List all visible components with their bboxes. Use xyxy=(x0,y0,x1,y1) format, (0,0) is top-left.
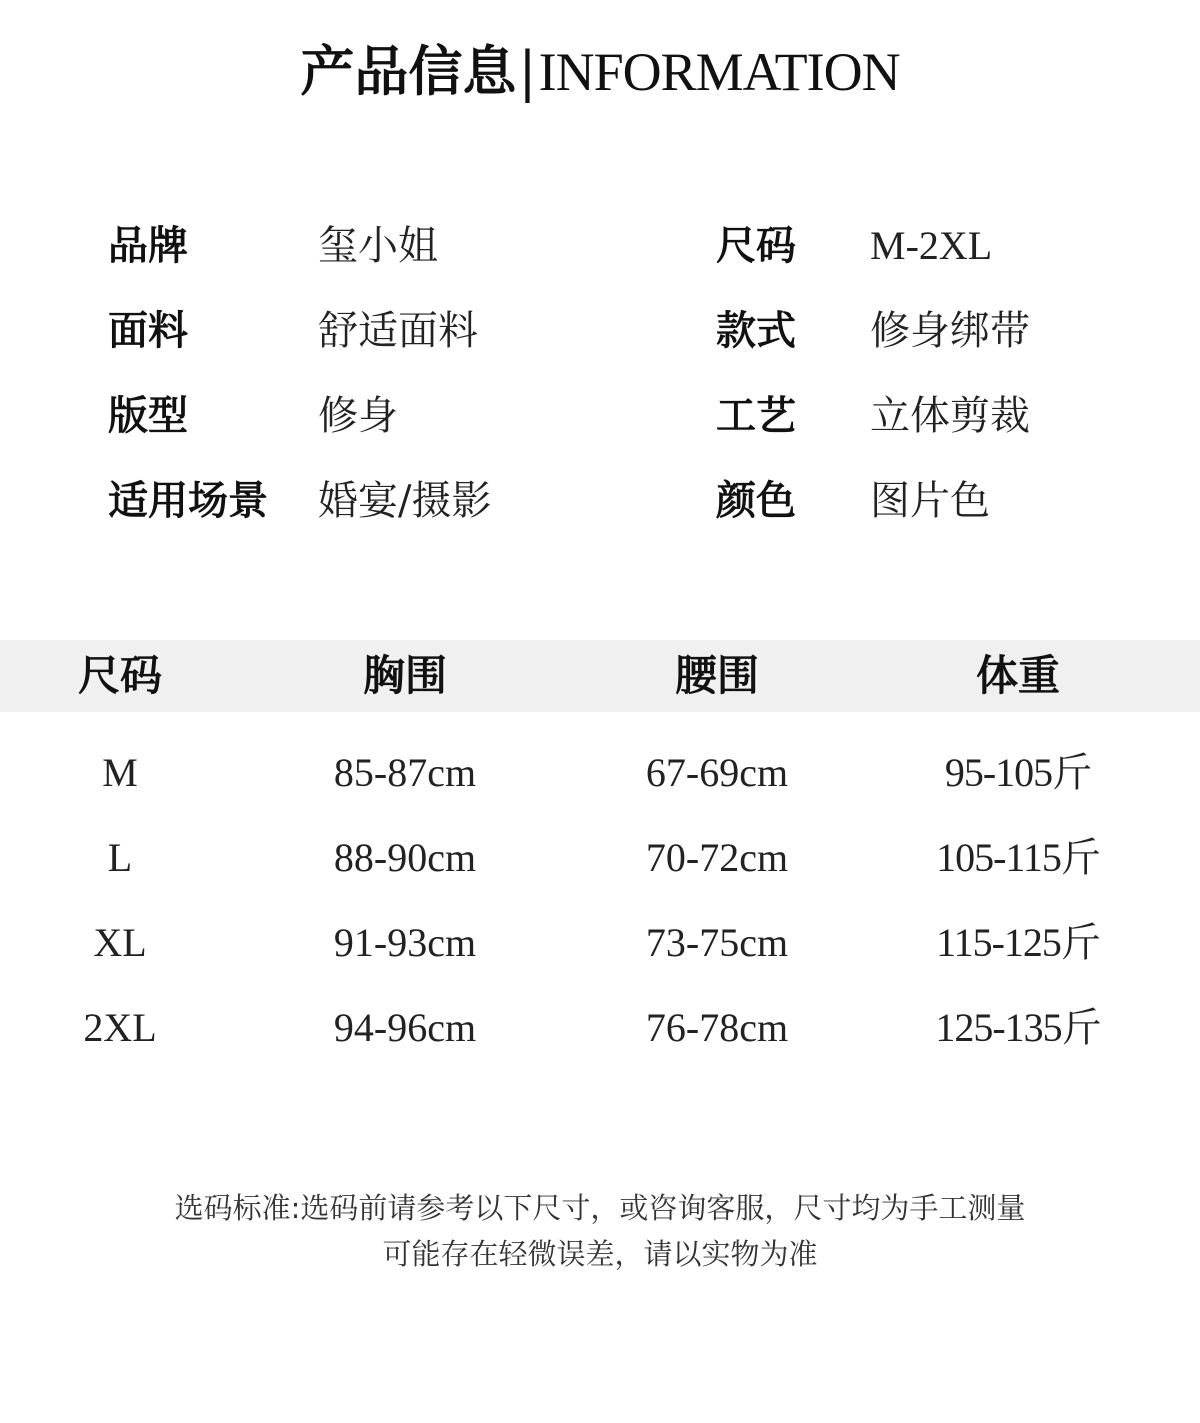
cell-size: XL xyxy=(93,920,147,965)
cell-bust: 94-96cm xyxy=(333,1005,477,1050)
info-value-size: M-2XL xyxy=(870,223,993,268)
header-waist: 腰围 xyxy=(674,651,759,700)
cell-waist: 70-72cm xyxy=(645,835,789,880)
info-key-style: 款式 xyxy=(716,307,796,354)
cell-weight: 105-115斤 xyxy=(936,835,1100,880)
info-value-fit: 修身 xyxy=(318,393,398,439)
cell-bust: 91-93cm xyxy=(333,920,477,965)
header-bust: 胸围 xyxy=(362,651,447,700)
sizing-note-line-1: 选码标准:选码前请参考以下尺寸，或咨询客服，尺寸均为手工测量 xyxy=(174,1191,1026,1225)
info-key-color: 颜色 xyxy=(716,477,796,524)
table-row xyxy=(0,998,1200,1058)
cell-weight: 125-135斤 xyxy=(935,1005,1101,1050)
info-value-craft: 立体剪裁 xyxy=(870,393,1030,439)
cell-weight: 95-105斤 xyxy=(944,750,1092,795)
cell-bust: 88-90cm xyxy=(333,835,477,880)
info-value-style: 修身绑带 xyxy=(870,308,1030,354)
cell-weight: 115-125斤 xyxy=(936,920,1100,965)
info-key-size: 尺码 xyxy=(716,222,796,269)
cell-size: M xyxy=(102,750,138,795)
size-table-header xyxy=(0,640,1200,712)
cell-size: 2XL xyxy=(83,1005,157,1050)
cell-size: L xyxy=(107,835,133,880)
page-title-zh: 产品信息 xyxy=(300,39,517,103)
header-size: 尺码 xyxy=(77,651,162,700)
cell-waist: 67-69cm xyxy=(645,750,789,795)
title-separator: | xyxy=(518,40,537,103)
cell-waist: 76-78cm xyxy=(645,1005,789,1050)
info-key-craft: 工艺 xyxy=(716,392,796,439)
table-row xyxy=(0,828,1200,888)
info-value-color: 图片色 xyxy=(870,478,990,524)
page-title-en: INFORMATION xyxy=(538,42,900,102)
cell-bust: 85-87cm xyxy=(333,750,477,795)
info-key-brand: 品牌 xyxy=(108,222,188,269)
header-weight: 体重 xyxy=(975,651,1060,700)
info-key-occasion: 适用场景 xyxy=(108,477,268,524)
cell-waist: 73-75cm xyxy=(645,920,789,965)
info-key-fit: 版型 xyxy=(108,392,188,439)
info-value-brand: 玺小姐 xyxy=(318,223,438,269)
page-title xyxy=(0,38,1200,105)
table-row xyxy=(0,913,1200,973)
info-value-occasion: 婚宴/摄影 xyxy=(318,478,492,524)
table-row xyxy=(0,743,1200,803)
info-key-fabric: 面料 xyxy=(108,307,188,354)
sizing-note-line-2: 可能存在轻微误差，请以实物为准 xyxy=(382,1237,818,1271)
info-value-fabric: 舒适面料 xyxy=(318,308,478,354)
